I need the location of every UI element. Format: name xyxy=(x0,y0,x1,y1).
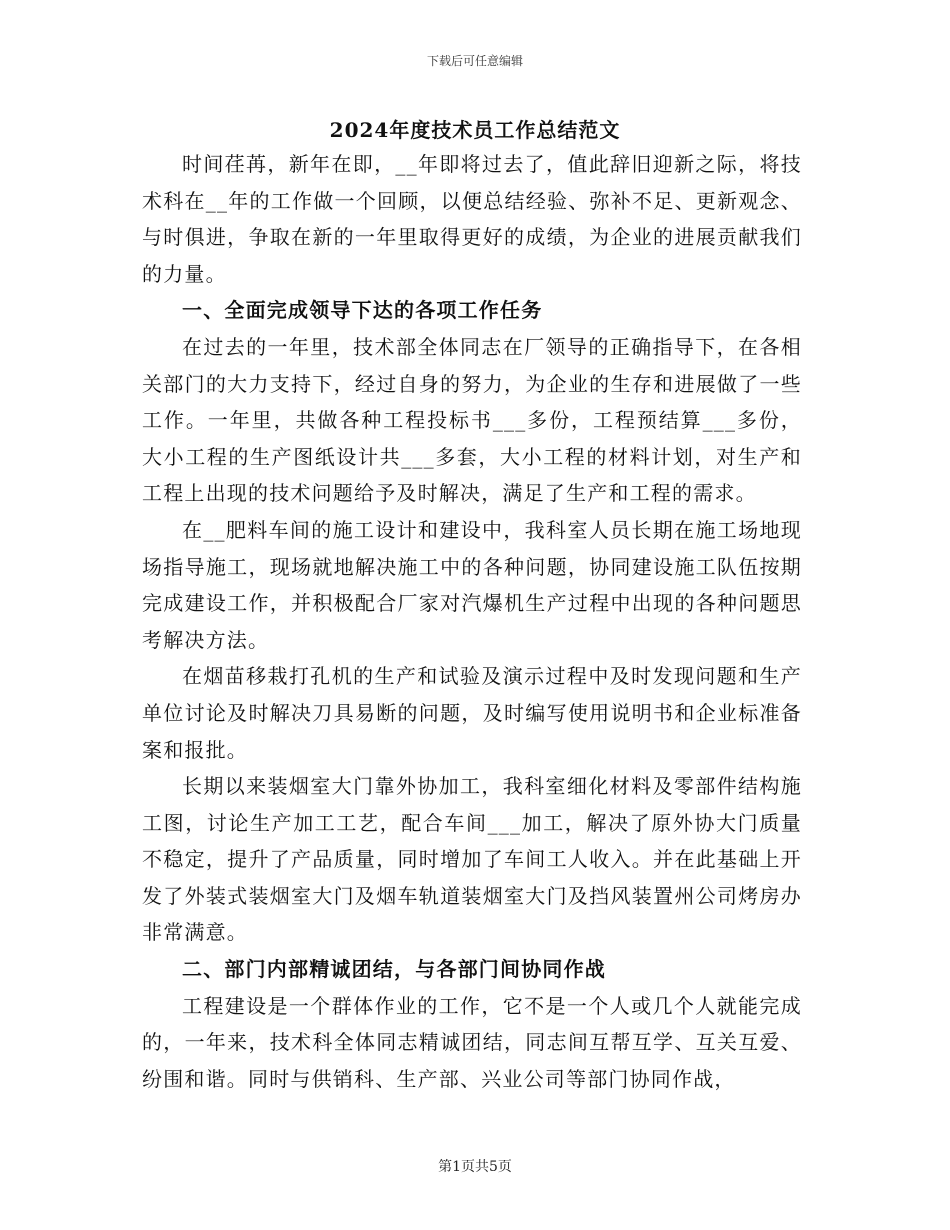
section-heading-2: 二、部门内部精诚团结，与各部门间协同作战 xyxy=(182,957,606,982)
document-body xyxy=(142,146,802,1097)
document-title: 2024年度技术员工作总结范文 xyxy=(329,118,621,142)
page-footer: 第1页共5页 xyxy=(438,1159,512,1175)
section-heading-1: 一、全面完成领导下达的各项工作任务 xyxy=(182,298,543,323)
paragraph-fertilizer-workshop: 在__肥料车间的施工设计和建设中，我科室人员长期在施工场地现场指导施工，现场就地解决施工中的各种问题，协同建设施工队伍按期完成建设工作，并积极配合厂家对汽爆机生产过程中出现的各种问题思考解决方法。 xyxy=(142,517,802,652)
paragraph-transplanter: 在烟苗移栽打孔机的生产和试验及演示过程中及时发现问题和生产单位讨论及时解决刀具易断的问题，及时编写使用说明书和企业标准备案和报批。 xyxy=(142,664,802,762)
paragraph-curing-room-door: 长期以来装烟室大门靠外协加工，我科室细化材料及零部件结构施工图，讨论生产加工工艺，配合车间___加工，解决了原外协大门质量不稳定，提升了产品质量，同时增加了车间工人收入。并在此基础上开发了外装式装烟室大门及烟车轨道装烟室大门及挡风装置州公司烤房办非常满意。 xyxy=(142,774,802,945)
page-header: 下载后可任意编辑 xyxy=(426,54,523,68)
paragraph-teamwork: 工程建设是一个群体作业的工作，它不是一个人或几个人就能完成的，一年来，技术科全体同志精诚团结，同志间互帮互学、互关互爱、纷围和谐。同时与供销科、生产部、兴业公司等部门协同作战， xyxy=(142,993,802,1091)
paragraph-work-summary: 在过去的一年里，技术部全体同志在厂领导的正确指导下，在各相关部门的大力支持下，经过自身的努力，为企业的生存和进展做了一些工作。一年里，共做各种工程投标书___多份，工程预结算___多份，大小工程的生产图纸设计共___多套，大小工程的材料计划，对生产和工程上出现的技术问题给予及时解决，满足了生产和工程的需求。 xyxy=(142,334,802,506)
paragraph-intro: 时间荏苒，新年在即，__年即将过去了，值此辞旧迎新之际，将技术科在__年的工作做一个回顾，以便总结经验、弥补不足、更新观念、与时俱进，争取在新的一年里取得更好的成绩，为企业的进展贡献我们的力量。 xyxy=(142,152,802,286)
